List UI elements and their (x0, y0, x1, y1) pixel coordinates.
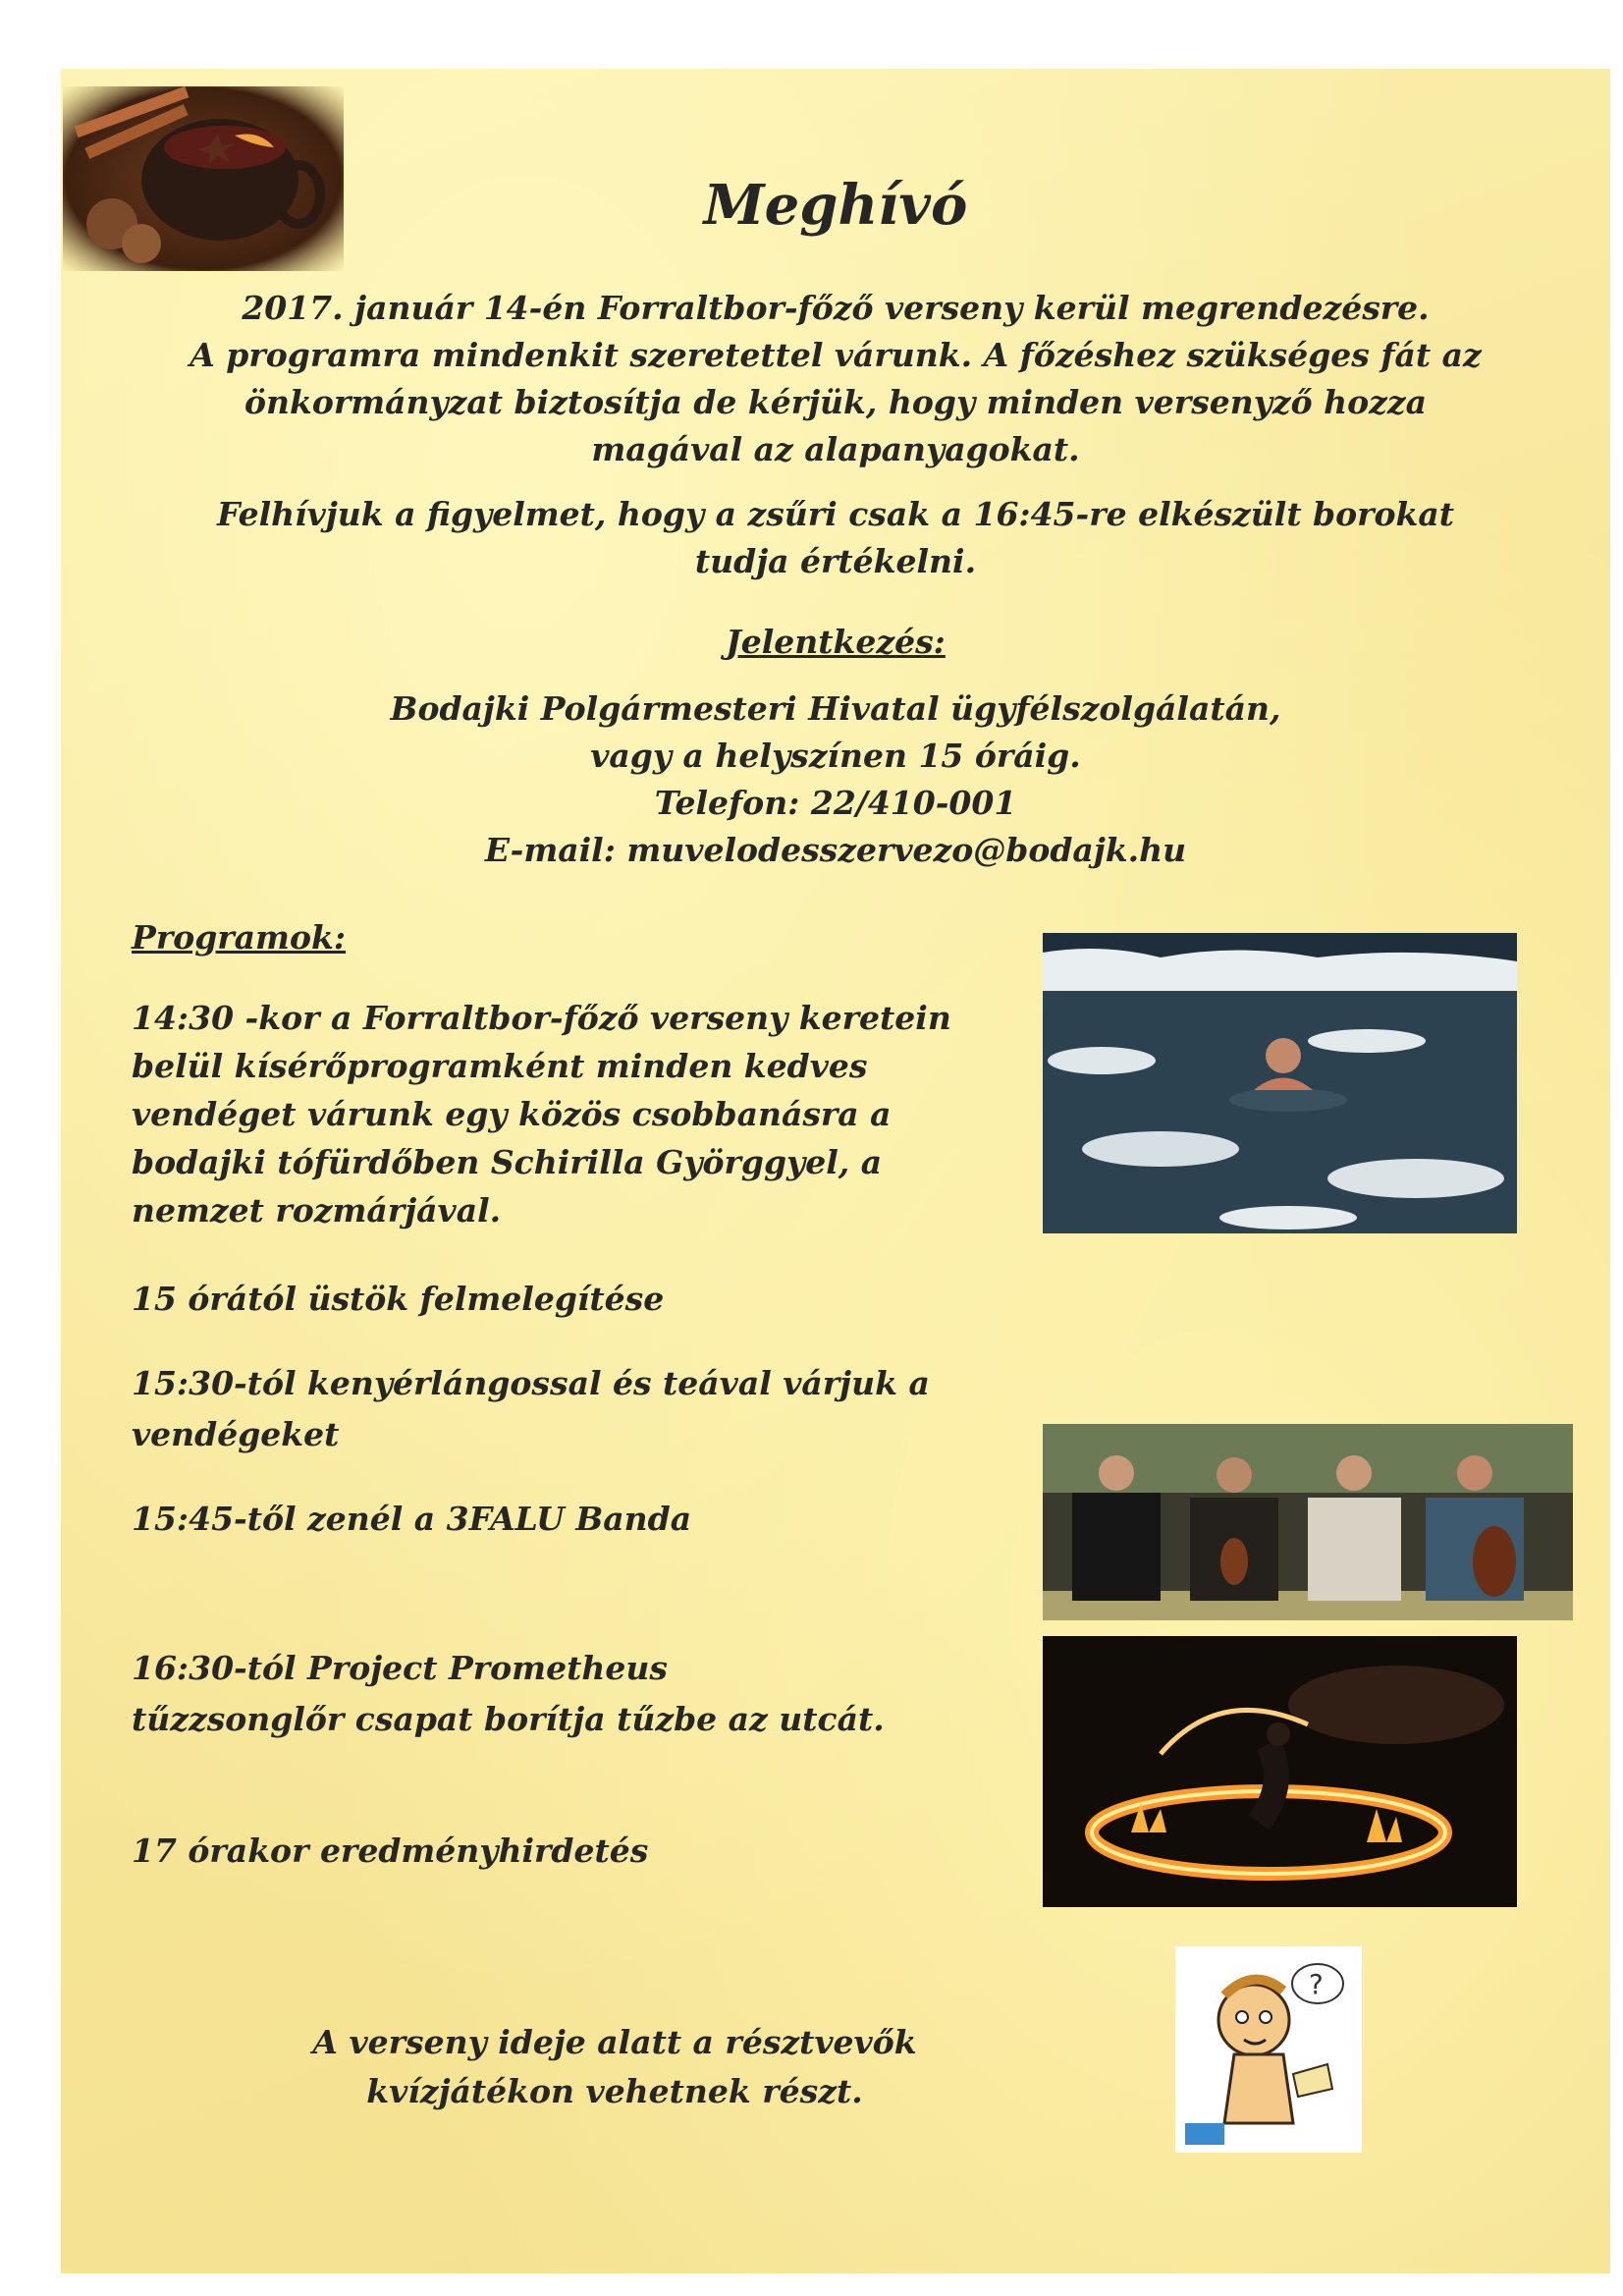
notice-line-2: tudja értékelni. (694, 542, 977, 580)
program-1-line-2: belül kísérőprogramként minden kedves (132, 1047, 868, 1085)
registration-line-2: vagy a helyszínen 15 óráig. (590, 737, 1081, 775)
program-4: 15:45-től zenél a 3FALU Banda (132, 1500, 692, 1538)
closing-line-2: kvízjátékon vehetnek részt. (366, 2072, 863, 2110)
programs-heading: Programok: (132, 918, 347, 957)
closing-line-1: A verseny ideje alatt a résztvevők (312, 2023, 917, 2061)
registration-line-1: Bodajki Polgármesteri Hivatal ügyfélszolgálatán, (390, 689, 1281, 728)
program-1-line-1: 14:30 -kor a Forraltbor-főző verseny keretein (132, 999, 951, 1037)
program-5-line-1: 16:30-tól Project Prometheus (132, 1649, 668, 1687)
intro-line-3: önkormányzat biztosítja de kérjük, hogy minden versenyző hozza (243, 383, 1428, 421)
registration-email: E-mail: muvelodesszervezo@bodajk.hu (484, 831, 1187, 869)
intro-line-1: 2017. január 14-én Forraltbor-főző verseny kerül megrendezésre. (242, 289, 1430, 327)
notice-line-1: Felhívjuk a figyelmet, hogy a zsűri csak a 16:45-re elkészült borokat (216, 495, 1455, 533)
program-5-line-2: tűzzsonglőr csapat borítja tűzbe az utcát. (132, 1700, 885, 1738)
intro-line-4: magával az alapanyagokat. (591, 430, 1080, 468)
program-1-line-4: bodajki tófürdőben Schirilla Györggyel, a (132, 1143, 883, 1181)
invitation-page (61, 69, 1610, 2273)
band-photo (1043, 1424, 1573, 1620)
fire-show-photo (1043, 1636, 1517, 1907)
page-title: Meghívó (703, 173, 968, 238)
ice-swimming-photo (1043, 933, 1517, 1233)
svg-text:?: ? (1309, 1968, 1324, 2000)
program-2: 15 órától üstök felmelegítése (132, 1280, 665, 1318)
program-3-line-1: 15:30-tól kenyérlángossal és teával várjuk a (132, 1364, 930, 1402)
program-3-line-2: vendégeket (132, 1415, 340, 1453)
intro-line-2: A programra mindenkit szeretettel várunk. A főzéshez szükséges fát az (189, 336, 1482, 374)
program-6: 17 órakor eredményhirdetés (132, 1831, 649, 1870)
registration-phone: Telefon: 22/410-001 (654, 784, 1017, 822)
registration-heading: Jelentkezés: (726, 623, 946, 661)
quiz-cartoon (1175, 1946, 1362, 2153)
program-1-line-5: nemzet rozmárjával. (132, 1191, 502, 1230)
program-1-line-3: vendéget várunk egy közös csobbanásra a (132, 1095, 892, 1133)
